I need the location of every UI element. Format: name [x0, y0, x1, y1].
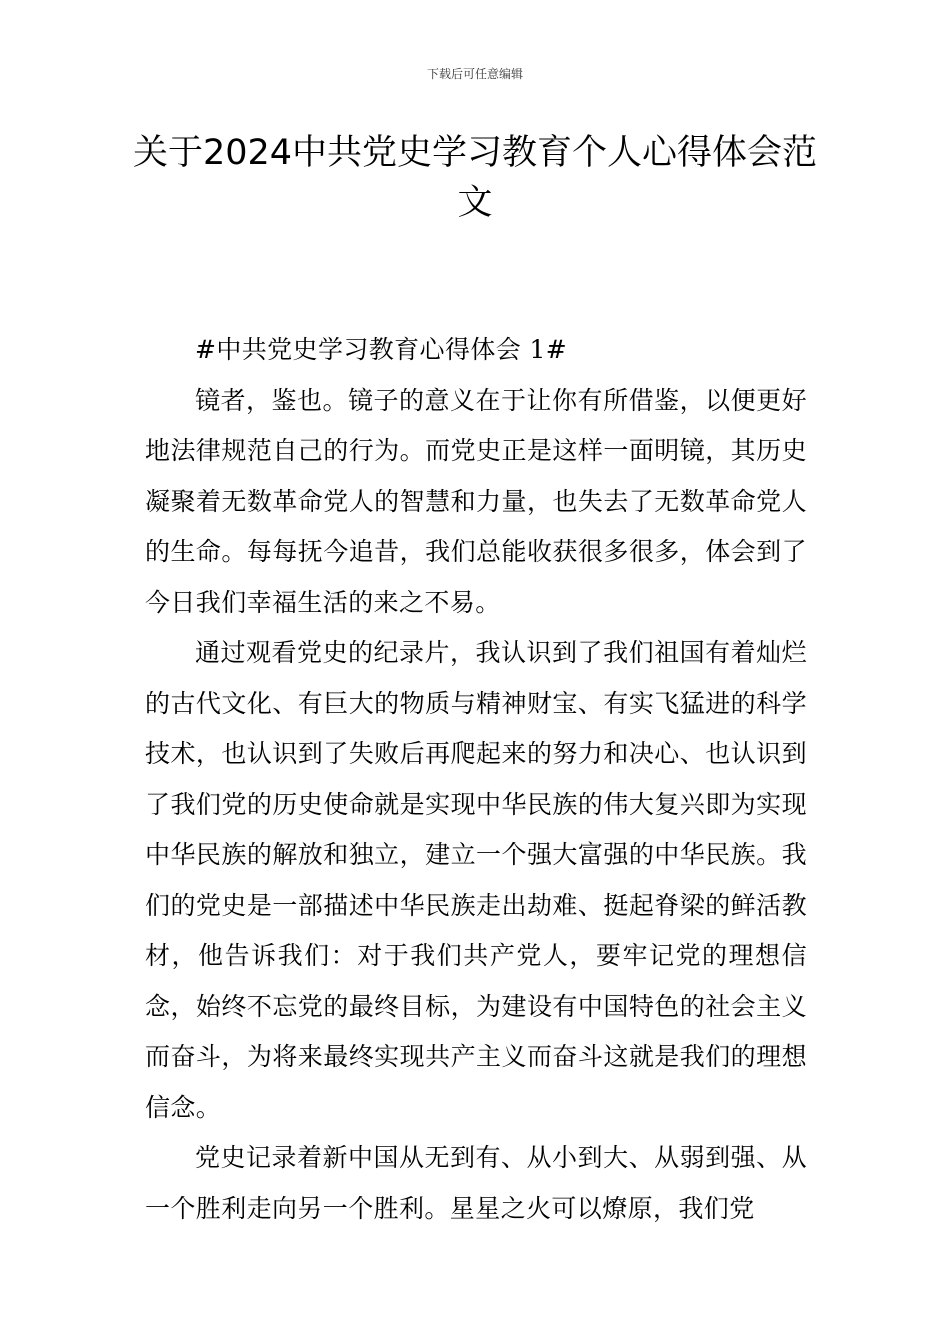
header-note: 下载后可任意编辑	[426, 67, 523, 81]
document-title: 关于2024中共党史学习教育个人心得体会范文	[132, 133, 818, 223]
section-heading: #中共党史学习教育心得体会 1#	[195, 335, 568, 364]
paragraph: 镜者，鉴也。镜子的意义在于让你有所借鉴，以便更好地法律规范自己的行为。而党史正是这样一面明镜，其历史凝聚着无数革命党人的智慧和力量，也失去了无数革命党人的生命。每每抚今追昔，我们总能收获很多很多，体会到了今日我们幸福生活的来之不易。	[145, 385, 807, 617]
paragraph: 党史记录着新中国从无到有、从小到大、从弱到强、从一个胜利走向另一个胜利。星星之火可以燎原，我们党	[145, 1143, 807, 1223]
paragraph: 通过观看党史的纪录片，我认识到了我们祖国有着灿烂的古代文化、有巨大的物质与精神财宝、有实飞猛进的科学技术，也认识到了失败后再爬起来的努力和决心、也认识到了我们党的历史使命就是实现中华民族的伟大复兴即为实现中华民族的解放和独立，建立一个强大富强的中华民族。我们的党史是一部描述中华民族走出劫难、挺起脊梁的鲜活教材，他告诉我们：对于我们共产党人，要牢记党的理想信念，始终不忘党的最终目标，为建设有中国特色的社会主义而奋斗，为将来最终实现共产主义而奋斗这就是我们的理想信念。	[145, 638, 807, 1122]
document-body	[145, 325, 807, 1234]
